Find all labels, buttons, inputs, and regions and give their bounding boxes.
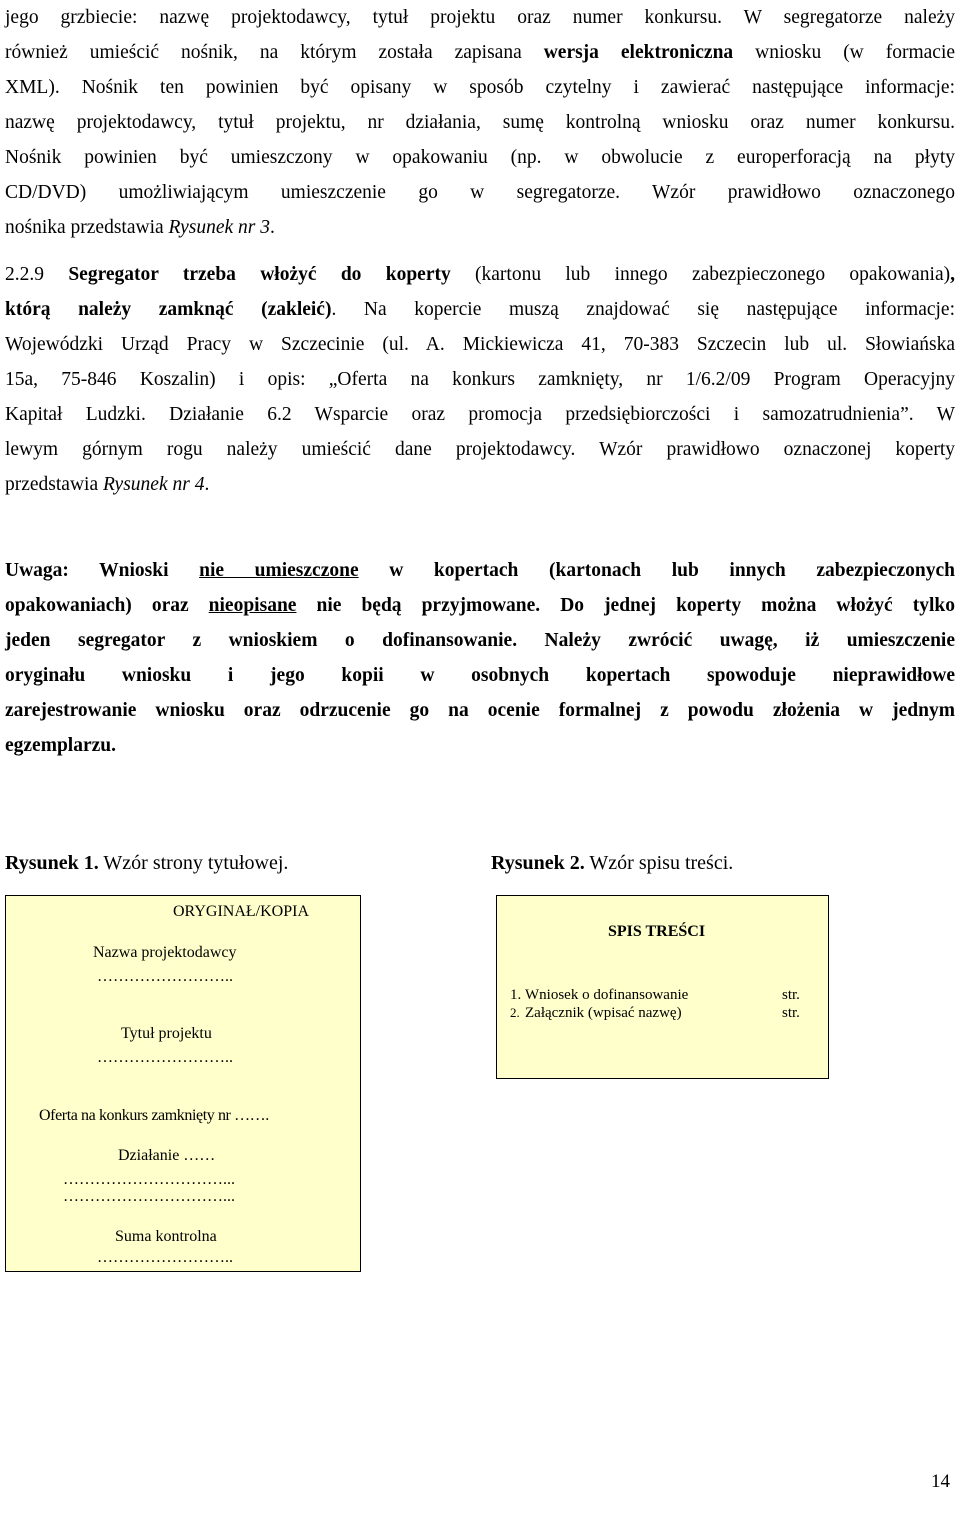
toc-item-number: 1. [510, 987, 522, 1003]
text-line: oryginału wniosku i jego kopii w osobnych kopertach spowoduje nieprawidłowe [5, 665, 955, 686]
text-line: XML). Nośnik ten powinien być opisany w sposób czytelny i zawierać następujące informacje: [5, 77, 955, 98]
text-line: Wojewódzki Urząd Pracy w Szczecinie (ul. A. Mickiewicza 41, 70-383 Szczecin lub ul. Słowiańska [5, 334, 955, 355]
text-line: również umieścić nośnik, na którym została zapisana wersja elektroniczna wniosku (w formacie [5, 42, 956, 63]
paragraph-carrier-description [5, 0, 955, 245]
underlined-unlabeled: nieopisane [208, 595, 297, 616]
text-line: opakowaniach) oraz nieopisane nie będą przyjmowane. Do jednej koperty można włożyć tylko [5, 595, 955, 616]
emphasis-electronic-version: wersja elektroniczna [543, 42, 734, 63]
text-line: nośnika przedstawia Rysunek nr 3. [5, 217, 275, 238]
toc-item-text: Wniosek o dofinansowanie [525, 987, 689, 1003]
toc-item-page: str. [782, 1005, 800, 1021]
text-line: Nośnik powinien być umieszczony w opakowaniu (np. w obwolucie z europerforacją na płyty [5, 147, 955, 168]
toc-item-text: Załącznik (wpisać nazwę) [525, 1005, 682, 1021]
paragraph-envelope-instructions [5, 257, 955, 502]
figure-reference: Rysunek nr 3 [168, 217, 270, 238]
text-line: 2.2.9 Segregator trzeba włożyć do koperty (kartonu lub innego zabezpieczonego opakowania), [5, 264, 956, 285]
applicant-name-dots: …………………….. [97, 968, 233, 985]
text-line: egzemplarzu. [5, 735, 117, 756]
figure-reference: Rysunek nr 4 [103, 474, 205, 495]
contest-offer-line: Oferta na konkurs zamknięty nr ……. [39, 1107, 269, 1124]
text-line: CD/DVD) umożliwiającym umieszczenie go w segregatorze. Wzór prawidłowo oznaczonego [5, 182, 955, 203]
text-line: którą należy zamknąć (zakleić). Na kopercie muszą znajdować się następujące informacje: [5, 299, 955, 320]
text-line: 15a, 75-846 Koszalin) i opis: „Oferta na konkurs zamknięty, nr 1/6.2/09 Program Operacyjny [5, 369, 955, 390]
emphasis-seal: którą należy zamknąć (zakleić) [5, 299, 332, 320]
toc-item-page: str. [782, 987, 800, 1003]
emphasis-envelope: Segregator trzeba włożyć do koperty [68, 264, 451, 285]
text-line: lewym górnym rogu należy umieścić dane projektodawcy. Wzór prawidłowo oznaczonej koperty [5, 439, 955, 460]
original-copy-label: ORYGINAŁ/KOPIA [173, 903, 309, 920]
page-number: 14 [931, 1471, 950, 1492]
action-dots-1: …………………………... [63, 1171, 235, 1188]
toc-template-box [496, 895, 829, 1079]
title-page-template-box [5, 895, 361, 1272]
toc-item-number: 2. [510, 1005, 520, 1020]
project-title-dots: …………………….. [97, 1049, 233, 1066]
applicant-name-label: Nazwa projektodawcy [93, 944, 237, 961]
toc-heading: SPIS TREŚCI [608, 923, 706, 940]
text-line: zarejestrowanie wniosku oraz odrzucenie go na ocenie formalnej z powodu złożenia w jednym [5, 700, 955, 721]
text-line: Uwaga: Wnioski nie umieszczone w kopertach (kartonach lub innych zabezpieczonych [5, 560, 955, 581]
text-line: jego grzbiecie: nazwę projektodawcy, tytuł projektu oraz numer konkursu. W segregatorze należy [5, 7, 955, 28]
checksum-dots: …………………….. [97, 1249, 233, 1266]
warning-paragraph [5, 553, 955, 763]
text-line: nazwę projektodawcy, tytuł projektu, nr działania, sumę kontrolną wniosku oraz numer konkursu. [5, 112, 955, 133]
action-label: Działanie …… [118, 1147, 216, 1164]
figure1-caption: Rysunek 1. Wzór strony tytułowej. [5, 852, 289, 874]
text-line: jeden segregator z wnioskiem o dofinansowanie. Należy zwrócić uwagę, iż umieszczenie [5, 630, 955, 651]
underlined-not-placed: nie umieszczone [199, 560, 359, 581]
text-line: Kapitał Ludzki. Działanie 6.2 Wsparcie oraz promocja przedsiębiorczości i samozatrudnienia”. W [5, 404, 955, 425]
text-line: przedstawia Rysunek nr 4. [5, 474, 210, 495]
checksum-label: Suma kontrolna [115, 1228, 217, 1245]
action-dots-2: …………………………... [63, 1188, 235, 1205]
figure2-caption: Rysunek 2. Wzór spisu treści. [491, 852, 734, 874]
project-title-label: Tytuł projektu [121, 1025, 212, 1042]
